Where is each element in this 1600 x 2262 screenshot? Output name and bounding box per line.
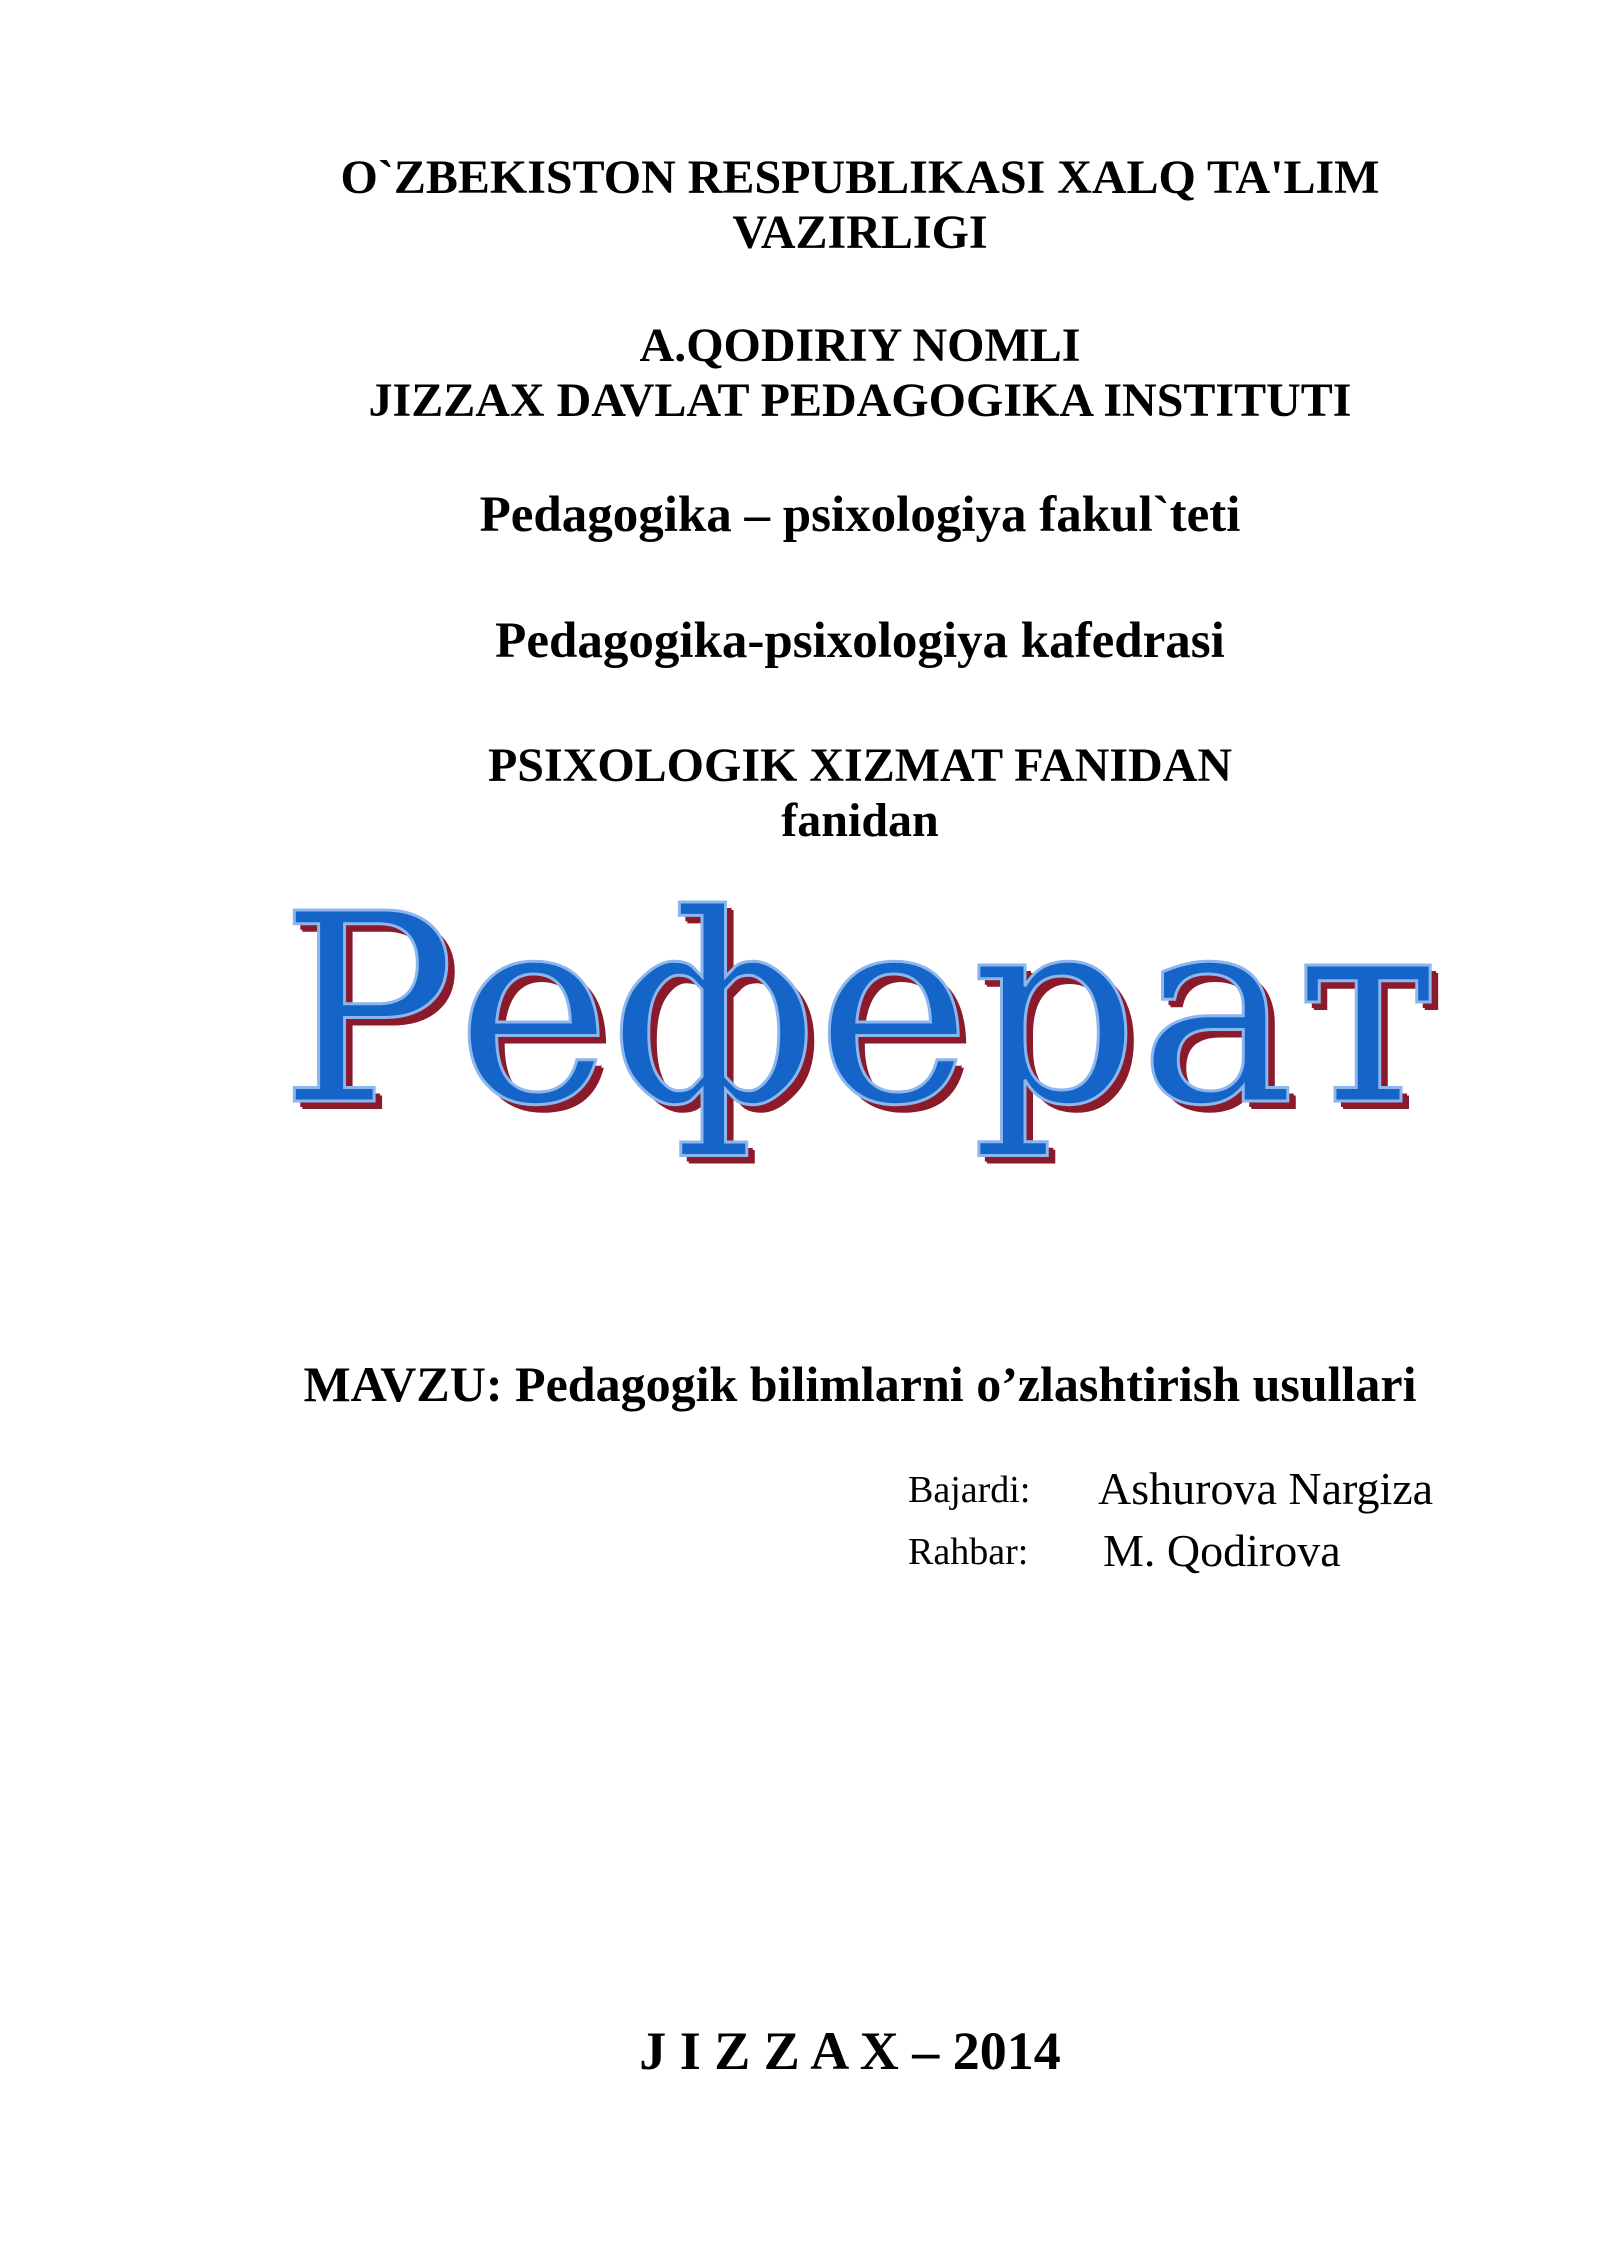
topic-line [0, 1355, 1600, 1413]
ministry-line-1: O`ZBEKISTON RESPUBLIKASI XALQ TA'LIM [340, 151, 1380, 204]
performer-name: Ashurova Nargiza [1098, 1463, 1434, 1514]
institute-line-2: JIZZAX DAVLAT PEDAGOGIKA INSTITUTI [368, 374, 1352, 427]
place-year: J I Z Z A X – 2014 [639, 2021, 1061, 2081]
supervisor-row [908, 1525, 1341, 1576]
supervisor-label: Rahbar: [908, 1531, 1029, 1573]
faculty-name: Pedagogika – psixologiya fakul`teti [479, 487, 1241, 543]
performer-row [908, 1463, 1434, 1514]
subject-line-2: fanidan [781, 794, 939, 847]
topic-label: MAVZU: [303, 1356, 503, 1412]
performer-label: Bajardi: [908, 1469, 1031, 1511]
topic-text: Pedagogik bilimlarni o’zlashtirish usullari [502, 1356, 1417, 1412]
ministry-line-2: VAZIRLIGI [732, 206, 988, 259]
department-name: Pedagogika-psixologiya kafedrasi [495, 613, 1225, 669]
subject-line-1: PSIXOLOGIK XIZMAT FANIDAN [487, 739, 1233, 792]
document-title: Реферат [279, 858, 1441, 1163]
institute-line-1: A.QODIRIY NOMLI [639, 319, 1081, 372]
supervisor-name: M. Qodirova [1103, 1525, 1341, 1576]
